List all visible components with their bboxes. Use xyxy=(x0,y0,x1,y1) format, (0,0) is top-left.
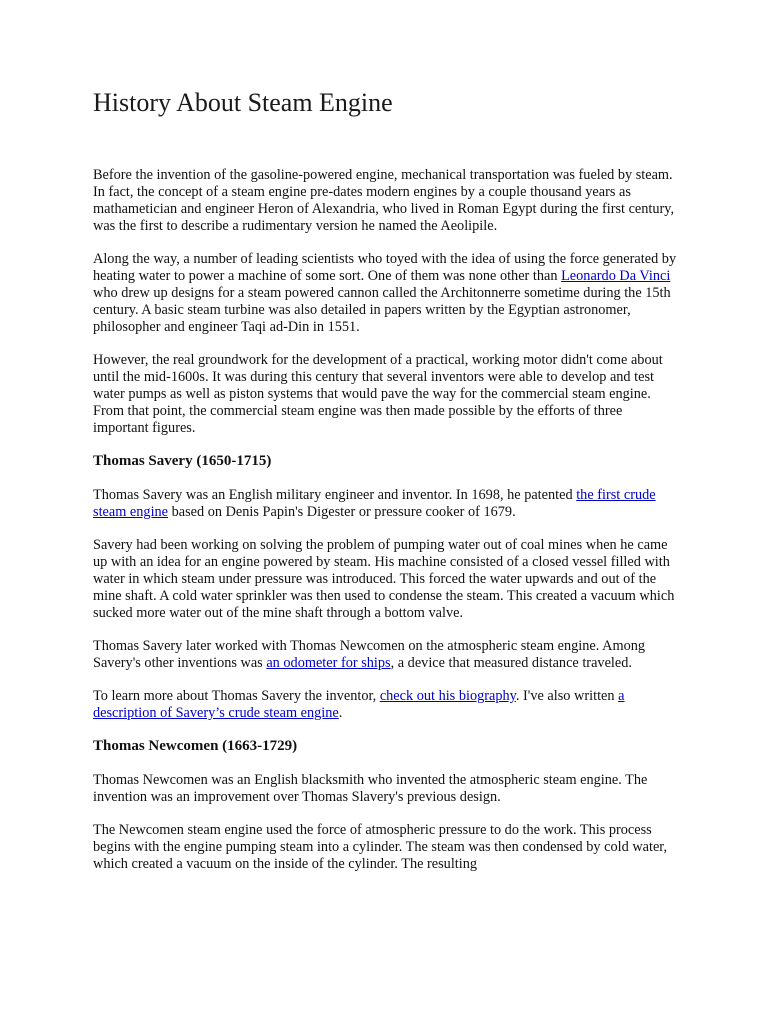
savery-paragraph-4-text-a: To learn more about Thomas Savery the inventor, xyxy=(93,688,380,704)
leonardo-da-vinci-link[interactable]: Leonardo Da Vinci xyxy=(561,268,671,284)
newcomen-heading: Thomas Newcomen (1663-1729) xyxy=(93,738,298,754)
newcomen-paragraph-2: The Newcomen steam engine used the force of atmospheric pressure to do the work. This process begins with the engine pumping steam into a cylinder. The steam was then condensed by cold water, which created a vacuum on the inside of the cylinder. The resulting xyxy=(93,822,668,872)
savery-biography-link[interactable]: check out his biography xyxy=(379,688,516,704)
savery-heading: Thomas Savery (1650-1715) xyxy=(93,453,272,469)
intro-paragraph-2-text-b: who drew up designs for a steam powered cannon called the Architonnerre sometime during the 15th century. A basic steam turbine was also detailed in papers written by the Egyptian astronomer, philosopher and engineer Taqi ad-Din in 1551. xyxy=(93,285,671,335)
first-crude-steam-engine-link[interactable]: the first crude steam engine xyxy=(93,487,656,520)
savery-paragraph-3 xyxy=(93,638,678,672)
savery-paragraph-4-text-b: . I've also written xyxy=(515,688,619,704)
savery-paragraph-4-text-c: . xyxy=(338,705,343,721)
savery-paragraph-1 xyxy=(93,487,678,521)
newcomen-paragraph-1: Thomas Newcomen was an English blacksmith who invented the atmospheric steam engine. The invention was an improvement over Thomas Slavery's previous design. xyxy=(93,772,648,805)
intro-paragraph-1: Before the invention of the gasoline-powered engine, mechanical transportation was fueled by steam. In fact, the concept of a steam engine pre-dates modern engines by a couple thousand years as mathametician and engineer Heron of Alexandria, who lived in Roman Egypt during the first century, was the first to describe a rudimentary version he named the Aeolipile. xyxy=(93,167,675,234)
intro-paragraph-2-text-a: Along the way, a number of leading scientists who toyed with the idea of using the force generated by heating water to power a machine of some sort. One of them was none other than xyxy=(93,251,677,284)
savery-engine-description-link[interactable]: a description of Savery’s crude steam engine xyxy=(93,688,625,721)
savery-paragraph-1-text-a: Thomas Savery was an English military engineer and inventor. In 1698, he patented xyxy=(93,487,577,503)
savery-paragraph-2: Savery had been working on solving the problem of pumping water out of coal mines when he came up with an idea for an engine powered by steam. His machine consisted of a closed vessel filled with water in which steam under pressure was introduced. This forced the water upwards and out of the mine shaft. A cold water sprinkler was then used to condense the steam. This created a vacuum which sucked more water out of the mine shaft through a bottom valve. xyxy=(93,537,675,621)
odometer-for-ships-link[interactable]: an odometer for ships xyxy=(266,655,391,671)
intro-paragraph-3: However, the real groundwork for the development of a practical, working motor didn't come about until the mid-1600s. It was during this century that several inventors were able to develop and test water pumps as well as piston systems that would pave the way for the commercial steam engine. From that point, the commercial steam engine was then made possible by the efforts of three important figures. xyxy=(93,352,663,436)
intro-paragraph-2 xyxy=(93,251,678,336)
page-title: History About Steam Engine xyxy=(93,88,393,117)
article-body xyxy=(93,167,678,889)
savery-paragraph-3-text-a: Thomas Savery later worked with Thomas Newcomen on the atmospheric steam engine. Among Savery's other inventions was xyxy=(93,638,646,671)
savery-paragraph-1-text-b: based on Denis Papin's Digester or pressure cooker of 1679. xyxy=(168,504,516,520)
savery-paragraph-3-text-b: , a device that measured distance traveled. xyxy=(390,655,632,671)
savery-paragraph-4 xyxy=(93,688,678,722)
